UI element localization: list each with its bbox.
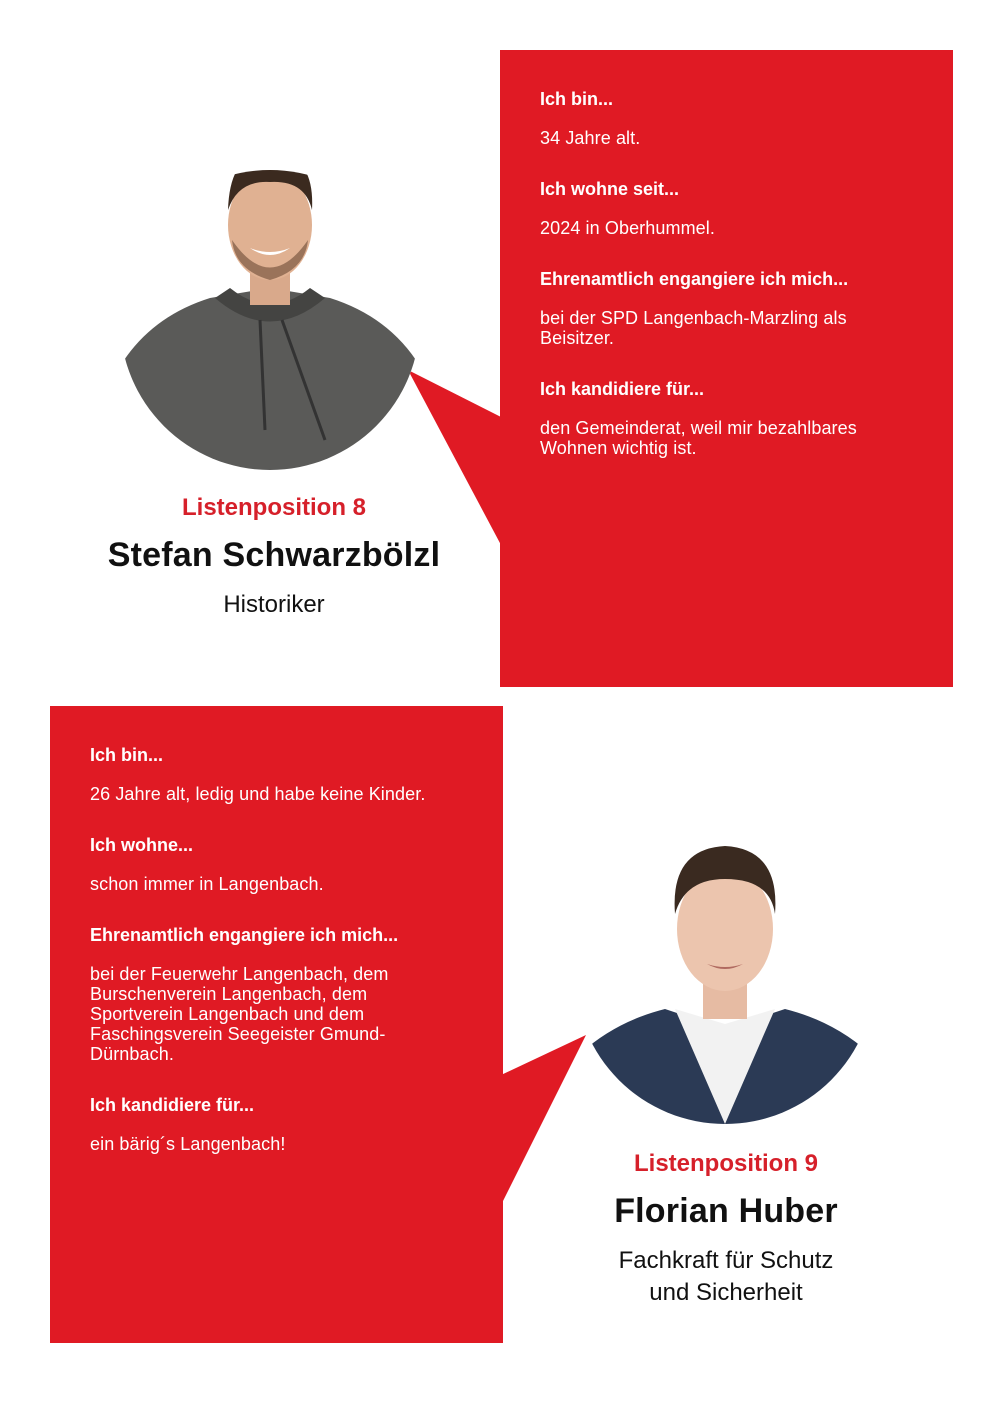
candidate-job-line-1: Fachkraft für Schutz (618, 1247, 834, 1274)
candidate-name: Florian Huber (614, 1192, 838, 1230)
question: Ich kandidiere für... (90, 1095, 255, 1115)
question: Ich wohne... (90, 835, 194, 855)
answer: bei der Feuerwehr Langenbach, dem Burschenverein Langenbach, dem Sportverein Langenbach und dem Faschingsverein Seegeister Gmund-Dürnbach. (90, 964, 389, 1064)
answer: 34 Jahre alt. (540, 128, 641, 148)
avatar-candidate-1 (120, 170, 420, 470)
qa-list-candidate-1 (500, 88, 953, 488)
avatar-candidate-2 (575, 824, 875, 1124)
candidate-name: Stefan Schwarzbölzl (107, 536, 441, 574)
candidate-job-line-2: und Sicherheit (649, 1279, 803, 1306)
answer: ein bärig´s Langenbach! (90, 1134, 286, 1154)
list-position: Listenposition 8 (181, 494, 366, 521)
speech-box-candidate-1 (500, 50, 953, 687)
candidate-job (500, 1245, 952, 1309)
question: Ehrenamtlich engangiere ich mich... (90, 925, 399, 945)
question: Ich kandidiere für... (540, 379, 705, 399)
speech-box-candidate-2 (50, 706, 503, 1343)
question: Ehrenamtlich engangiere ich mich... (540, 269, 849, 289)
candidate-1-info (50, 494, 498, 621)
qa-list-candidate-2 (50, 744, 503, 1184)
answer: bei der SPD Langenbach-Marzling als Beisitzer. (540, 308, 847, 348)
answer: schon immer in Langenbach. (90, 874, 324, 894)
answer: 2024 in Oberhummel. (540, 218, 715, 238)
candidate-job: Historiker (223, 591, 325, 618)
list-position: Listenposition 9 (633, 1150, 818, 1177)
answer: den Gemeinderat, weil mir bezahlbares Wohnen wichtig ist. (540, 418, 857, 458)
question: Ich wohne seit... (540, 179, 680, 199)
question: Ich bin... (90, 745, 164, 765)
candidate-2-info (500, 1150, 952, 1309)
question: Ich bin... (540, 89, 614, 109)
answer: 26 Jahre alt, ledig und habe keine Kinder. (90, 784, 426, 804)
